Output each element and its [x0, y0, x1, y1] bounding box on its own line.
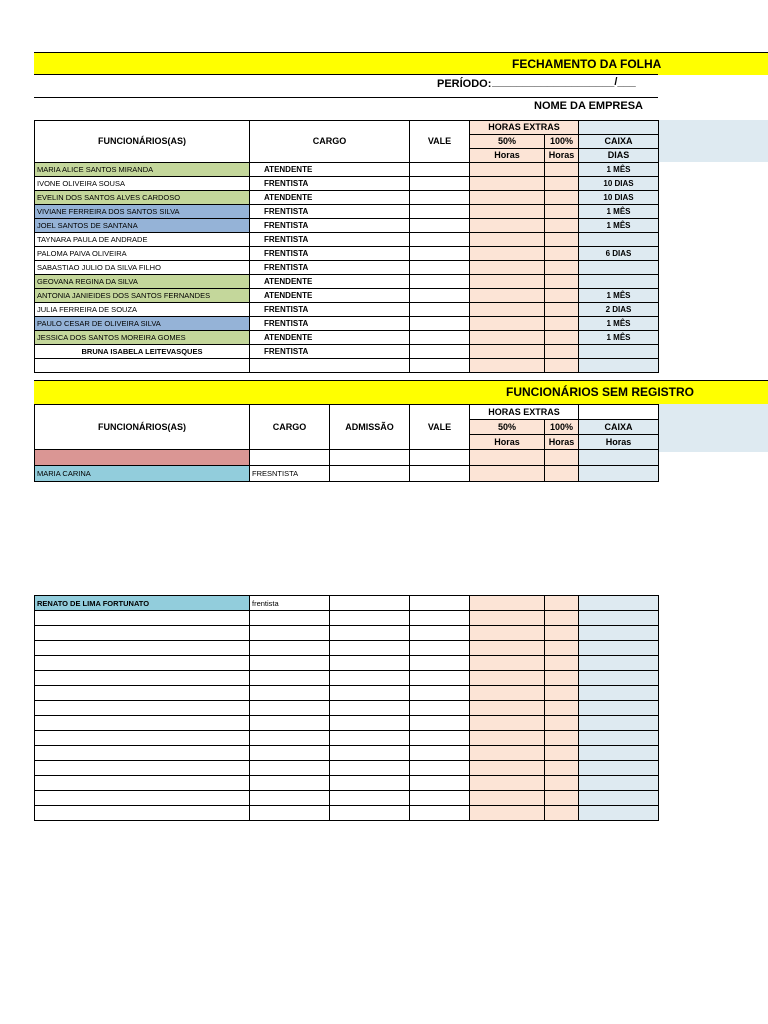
- vale-cell: [410, 317, 470, 331]
- vale-cell: [410, 289, 470, 303]
- employee-name: [35, 776, 250, 791]
- caixa-cell: [579, 746, 659, 761]
- table-row: [35, 716, 659, 731]
- col-funcionarios: FUNCIONÁRIOS(AS): [35, 405, 250, 450]
- vale-cell: [410, 275, 470, 289]
- he100-cell: [545, 303, 579, 317]
- caixa-cell: 2 DIAS: [579, 303, 659, 317]
- table-row: [35, 791, 659, 806]
- title-banner: [34, 52, 768, 75]
- caixa-cell: [579, 716, 659, 731]
- col-horas: Horas: [470, 149, 545, 163]
- employee-cargo: [250, 450, 330, 466]
- table-row: [35, 656, 659, 671]
- col-admissao: ADMISSÃO: [330, 405, 410, 450]
- he100-cell: [545, 731, 579, 746]
- employee-cargo: FRENTISTA: [250, 317, 410, 331]
- employee-cargo: ATENDENTE: [250, 331, 410, 345]
- employee-name: [35, 626, 250, 641]
- he100-cell: [545, 611, 579, 626]
- table-row: [35, 731, 659, 746]
- he100-cell: [545, 776, 579, 791]
- he50-cell: [470, 671, 545, 686]
- caixa-cell: [579, 776, 659, 791]
- table-row: [35, 289, 659, 303]
- caixa-cell: [579, 345, 659, 359]
- vale-cell: [410, 331, 470, 345]
- employee-cargo: [250, 686, 330, 701]
- he50-cell: [470, 716, 545, 731]
- employee-cargo: FRESNTISTA: [250, 466, 330, 482]
- caixa-cell: 1 MÊS: [579, 331, 659, 345]
- employee-name: [35, 656, 250, 671]
- he100-cell: [545, 656, 579, 671]
- he100-cell: [545, 205, 579, 219]
- employee-cargo: [250, 611, 330, 626]
- employee-name: SABASTIAO JULIO DA SILVA FILHO: [35, 261, 250, 275]
- admissao-cell: [330, 450, 410, 466]
- caixa-cell: [579, 611, 659, 626]
- employee-cargo: FRENTISTA: [250, 233, 410, 247]
- payroll-table: [34, 120, 659, 373]
- he50-cell: [470, 331, 545, 345]
- vale-cell: [410, 191, 470, 205]
- vale-cell: [410, 686, 470, 701]
- he50-cell: [470, 466, 545, 482]
- he50-cell: [470, 596, 545, 611]
- employee-cargo: [250, 671, 330, 686]
- employee-cargo: [250, 791, 330, 806]
- vale-cell: [410, 466, 470, 482]
- admissao-cell: [330, 611, 410, 626]
- table-row: [35, 776, 659, 791]
- employee-cargo: frentista: [250, 596, 330, 611]
- table-row: [35, 317, 659, 331]
- he100-cell: [545, 163, 579, 177]
- caixa-cell: [579, 731, 659, 746]
- he50-cell: [470, 247, 545, 261]
- he50-cell: [470, 219, 545, 233]
- vale-cell: [410, 716, 470, 731]
- col-horas: Horas: [470, 435, 545, 450]
- he50-cell: [470, 686, 545, 701]
- periodo-line: ____________________/___: [492, 76, 636, 88]
- employee-name: [35, 450, 250, 466]
- admissao-cell: [330, 746, 410, 761]
- employee-cargo: ATENDENTE: [250, 275, 410, 289]
- employee-cargo: FRENTISTA: [250, 345, 410, 359]
- he100-cell: [545, 177, 579, 191]
- employee-cargo: ATENDENTE: [250, 191, 410, 205]
- he100-cell: [545, 317, 579, 331]
- he50-cell: [470, 289, 545, 303]
- employee-name: [35, 671, 250, 686]
- caixa-cell: 1 MÊS: [579, 205, 659, 219]
- employee-name: JULIA FERREIRA DE SOUZA: [35, 303, 250, 317]
- table-row: [35, 261, 659, 275]
- caixa-cell: 6 DIAS: [579, 247, 659, 261]
- he100-cell: [545, 191, 579, 205]
- he50-cell: [470, 191, 545, 205]
- employee-cargo: [250, 656, 330, 671]
- admissao-cell: [330, 466, 410, 482]
- he50-cell: [470, 261, 545, 275]
- caixa-cell: [579, 275, 659, 289]
- he50-cell: [470, 275, 545, 289]
- caixa-cell: [579, 806, 659, 821]
- employee-cargo: FRENTISTA: [250, 177, 410, 191]
- admissao-cell: [330, 701, 410, 716]
- he100-cell: [545, 791, 579, 806]
- caixa-cell: 1 MÊS: [579, 163, 659, 177]
- admissao-cell: [330, 641, 410, 656]
- he50-cell: [470, 806, 545, 821]
- employee-cargo: ATENDENTE: [250, 163, 410, 177]
- employee-name: [35, 761, 250, 776]
- vale-cell: [410, 656, 470, 671]
- employee-name: [35, 641, 250, 656]
- vale-cell: [410, 450, 470, 466]
- caixa-cell: [579, 671, 659, 686]
- vale-cell: [410, 806, 470, 821]
- he100-cell: [545, 701, 579, 716]
- col-100: 100%: [545, 135, 579, 149]
- he50-cell: [470, 345, 545, 359]
- vale-cell: [410, 641, 470, 656]
- vale-cell: [410, 596, 470, 611]
- he100-cell: [545, 275, 579, 289]
- table-row: [35, 611, 659, 626]
- admissao-cell: [330, 656, 410, 671]
- employee-cargo: [250, 761, 330, 776]
- vale-cell: [410, 731, 470, 746]
- caixa-cell: [579, 450, 659, 466]
- vale-cell: [410, 303, 470, 317]
- admissao-cell: [330, 671, 410, 686]
- table-row: [35, 701, 659, 716]
- col-dias: DIAS: [579, 149, 659, 163]
- employee-cargo: [250, 806, 330, 821]
- he50-cell: [470, 205, 545, 219]
- caixa-cell: 1 MÊS: [579, 289, 659, 303]
- admissao-cell: [330, 716, 410, 731]
- employee-name: PALOMA PAIVA OLIVEIRA: [35, 247, 250, 261]
- table-row: [35, 671, 659, 686]
- he50-cell: [470, 791, 545, 806]
- he50-cell: [470, 317, 545, 331]
- vale-cell: [410, 233, 470, 247]
- employee-name: [35, 716, 250, 731]
- table-row: [35, 205, 659, 219]
- employee-cargo: FRENTISTA: [250, 205, 410, 219]
- vale-cell: [410, 247, 470, 261]
- vale-cell: [410, 791, 470, 806]
- employee-name: [35, 806, 250, 821]
- admissao-cell: [330, 761, 410, 776]
- caixa-cell: [579, 626, 659, 641]
- he100-cell: [545, 219, 579, 233]
- vale-cell: [410, 205, 470, 219]
- he50-cell: [470, 776, 545, 791]
- col-50: 50%: [470, 420, 545, 435]
- he100-cell: [545, 761, 579, 776]
- col-cargo: CARGO: [250, 405, 330, 450]
- table-row: [35, 303, 659, 317]
- caixa-cell: [579, 761, 659, 776]
- divider: [34, 74, 658, 75]
- he100-cell: [545, 450, 579, 466]
- he50-cell: [470, 641, 545, 656]
- he100-cell: [545, 671, 579, 686]
- col-horas: Horas: [545, 149, 579, 163]
- col-vale: VALE: [410, 121, 470, 163]
- vale-cell: [410, 163, 470, 177]
- table-row: [35, 806, 659, 821]
- section-banner: [34, 380, 768, 404]
- col-horas-extras: HORAS EXTRAS: [470, 405, 579, 420]
- employee-cargo: [250, 701, 330, 716]
- employee-name: JESSICA DOS SANTOS MOREIRA GOMES: [35, 331, 250, 345]
- employee-name: [35, 701, 250, 716]
- admissao-cell: [330, 686, 410, 701]
- employee-name: BRUNA ISABELA LEITEVASQUES: [35, 345, 250, 359]
- table-row: [35, 163, 659, 177]
- employee-cargo: FRENTISTA: [250, 261, 410, 275]
- employee-name: [35, 686, 250, 701]
- vale-cell: [410, 611, 470, 626]
- col-vale: VALE: [410, 405, 470, 450]
- he50-cell: [470, 746, 545, 761]
- right-pane: [658, 120, 768, 162]
- employee-name: MARIA ALICE SANTOS MIRANDA: [35, 163, 250, 177]
- col-50: 50%: [470, 135, 545, 149]
- table-row: [35, 761, 659, 776]
- company-name: NOME DA EMPRESA: [534, 100, 643, 112]
- table-row: [35, 626, 659, 641]
- table-row: [35, 746, 659, 761]
- employee-name: MARIA CARINA: [35, 466, 250, 482]
- table-row: [35, 247, 659, 261]
- he50-cell: [470, 611, 545, 626]
- col-caixa: CAIXA: [579, 135, 659, 149]
- employee-name: VIVIANE FERREIRA DOS SANTOS SILVA: [35, 205, 250, 219]
- employee-cargo: ATENDENTE: [250, 289, 410, 303]
- employee-cargo: [250, 731, 330, 746]
- vale-cell: [410, 776, 470, 791]
- employee-cargo: [250, 716, 330, 731]
- he50-cell: [470, 731, 545, 746]
- caixa-cell: [579, 641, 659, 656]
- table-row: [35, 233, 659, 247]
- he100-cell: [545, 641, 579, 656]
- section-title: FUNCIONÁRIOS SEM REGISTRO: [506, 385, 695, 399]
- he100-cell: [545, 466, 579, 482]
- caixa-cell: 1 MÊS: [579, 219, 659, 233]
- table-row: [35, 466, 659, 482]
- he100-cell: [545, 247, 579, 261]
- right-pane: [658, 404, 768, 452]
- col-horas: Horas: [545, 435, 579, 450]
- employee-name: PAULO CESAR DE OLIVEIRA SILVA: [35, 317, 250, 331]
- admissao-cell: [330, 806, 410, 821]
- employee-cargo: [250, 641, 330, 656]
- employee-name: TAYNARA PAULA DE ANDRADE: [35, 233, 250, 247]
- employee-cargo: FRENTISTA: [250, 219, 410, 233]
- he100-cell: [545, 746, 579, 761]
- employee-cargo: FRENTISTA: [250, 303, 410, 317]
- table-row: [35, 177, 659, 191]
- table-row: [35, 219, 659, 233]
- table-row: [35, 450, 659, 466]
- he50-cell: [470, 303, 545, 317]
- employee-name: [35, 791, 250, 806]
- employee-name: GEOVANA REGINA DA SILVA: [35, 275, 250, 289]
- col-funcionarios: FUNCIONÁRIOS(AS): [35, 121, 250, 163]
- employee-cargo: [250, 626, 330, 641]
- employee-name: [35, 746, 250, 761]
- he100-cell: [545, 626, 579, 641]
- caixa-cell: [579, 791, 659, 806]
- vale-cell: [410, 671, 470, 686]
- caixa-cell: [579, 686, 659, 701]
- table-row: [35, 641, 659, 656]
- vale-cell: [410, 345, 470, 359]
- table-row: [35, 345, 659, 359]
- caixa-cell: [579, 466, 659, 482]
- he50-cell: [470, 701, 545, 716]
- vale-cell: [410, 746, 470, 761]
- employee-name: ANTONIA JANIEIDES DOS SANTOS FERNANDES: [35, 289, 250, 303]
- table-row: [35, 331, 659, 345]
- caixa-cell: [579, 656, 659, 671]
- vale-cell: [410, 626, 470, 641]
- caixa-cell: 10 DIAS: [579, 191, 659, 205]
- vale-cell: [410, 761, 470, 776]
- he100-cell: [545, 686, 579, 701]
- admissao-cell: [330, 626, 410, 641]
- table-row: [35, 191, 659, 205]
- he50-cell: [470, 177, 545, 191]
- employee-name: [35, 731, 250, 746]
- he100-cell: [545, 596, 579, 611]
- col-horas: Horas: [579, 435, 659, 450]
- col-100: 100%: [545, 420, 579, 435]
- caixa-cell: [579, 233, 659, 247]
- vale-cell: [410, 701, 470, 716]
- he100-cell: [545, 806, 579, 821]
- caixa-cell: [579, 261, 659, 275]
- he100-cell: [545, 716, 579, 731]
- employee-cargo: FRENTISTA: [250, 247, 410, 261]
- admissao-cell: [330, 731, 410, 746]
- caixa-cell: [579, 596, 659, 611]
- unregistered-table: [34, 404, 659, 482]
- vale-cell: [410, 177, 470, 191]
- admissao-cell: [330, 776, 410, 791]
- he100-cell: [545, 345, 579, 359]
- employee-name: JOEL SANTOS DE SANTANA: [35, 219, 250, 233]
- he50-cell: [470, 626, 545, 641]
- col-cargo: CARGO: [250, 121, 410, 163]
- employee-name: IVONE OLIVEIRA SOUSA: [35, 177, 250, 191]
- col-horas-extras: HORAS EXTRAS: [470, 121, 579, 135]
- caixa-cell: 1 MÊS: [579, 317, 659, 331]
- vale-cell: [410, 219, 470, 233]
- he50-cell: [470, 656, 545, 671]
- he100-cell: [545, 233, 579, 247]
- periodo-label: PERÍODO:: [437, 78, 492, 90]
- employee-name: [35, 611, 250, 626]
- he100-cell: [545, 331, 579, 345]
- he100-cell: [545, 261, 579, 275]
- divider: [34, 97, 658, 98]
- employee-name: RENATO DE LIMA FORTUNATO: [35, 596, 250, 611]
- caixa-cell: 10 DIAS: [579, 177, 659, 191]
- he50-cell: [470, 761, 545, 776]
- he50-cell: [470, 163, 545, 177]
- he50-cell: [470, 450, 545, 466]
- table-row: [35, 686, 659, 701]
- admissao-cell: [330, 596, 410, 611]
- caixa-cell: [579, 701, 659, 716]
- employee-name: EVELIN DOS SANTOS ALVES CARDOSO: [35, 191, 250, 205]
- admissao-cell: [330, 791, 410, 806]
- vale-cell: [410, 261, 470, 275]
- he100-cell: [545, 289, 579, 303]
- title-text: FECHAMENTO DA FOLHA: [512, 57, 662, 71]
- table-row: [35, 596, 659, 611]
- employee-cargo: [250, 746, 330, 761]
- table-row: [35, 275, 659, 289]
- employee-cargo: [250, 776, 330, 791]
- extra-table: [34, 595, 659, 821]
- col-caixa: CAIXA: [579, 420, 659, 435]
- he50-cell: [470, 233, 545, 247]
